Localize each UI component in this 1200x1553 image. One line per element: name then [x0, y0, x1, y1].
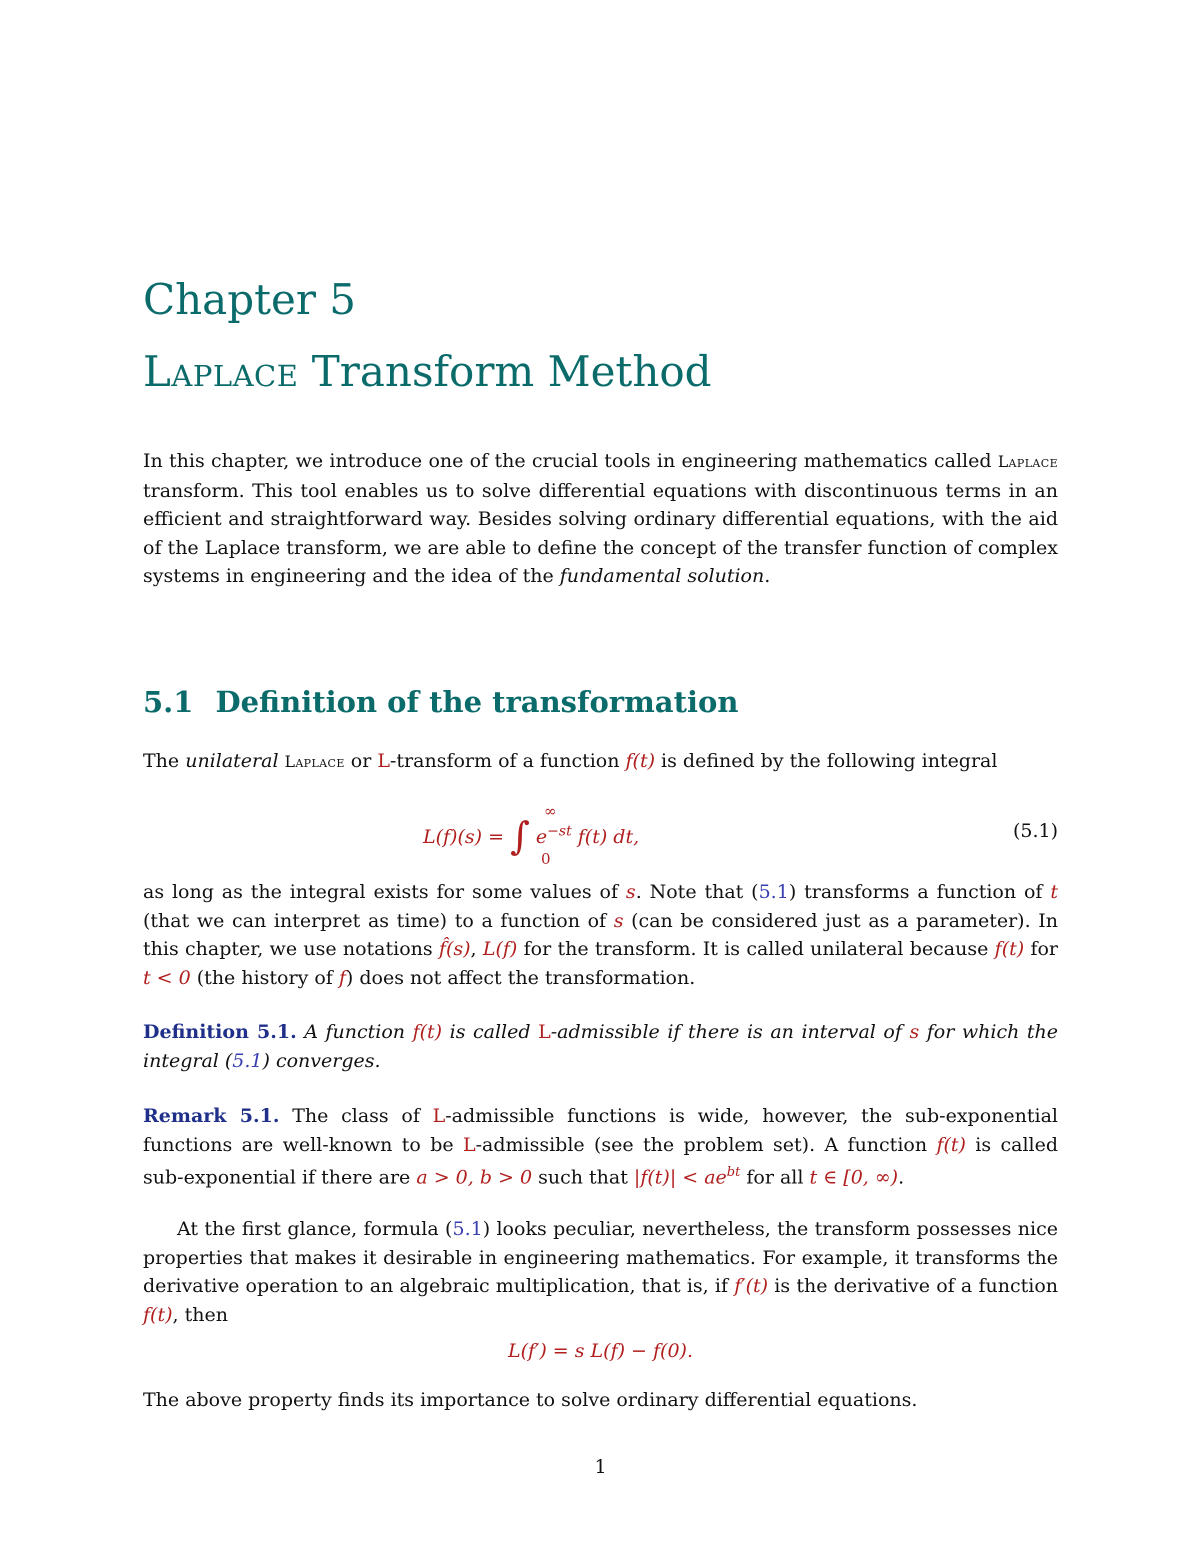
equation-tag: (5.1) [1012, 820, 1058, 842]
text: is defined by the following integral [655, 750, 998, 772]
eq-lower-limit: 0 [541, 850, 551, 868]
text: (can be considered just as a parameter). In this chapter, we use notations [143, 909, 1058, 961]
math-t-lt-0: t < 0 [143, 966, 191, 989]
equation-derivative-property: L(f′) = s L(f) − f(0). [507, 1340, 694, 1362]
section-title: Definition of the transformation [215, 685, 739, 719]
text: A function [296, 1021, 413, 1043]
chapter-title-rest: Transform Method [298, 347, 712, 396]
math-s: s [613, 909, 624, 932]
math-L: L [538, 1021, 551, 1043]
integral-sign: ∫ [510, 814, 530, 858]
math-s: s [909, 1021, 920, 1043]
text: for [1024, 938, 1058, 961]
text: The [143, 750, 186, 772]
math-range: t ∈ [0, ∞) [809, 1166, 899, 1189]
text: At the first glance, formula ( [177, 1218, 453, 1240]
math-fprime: f′(t) [734, 1275, 769, 1298]
after-equation-paragraph [143, 878, 1058, 992]
math-inequality: |f(t)| < ae [633, 1166, 727, 1189]
equation-ref-link[interactable]: 5.1 [232, 1049, 263, 1072]
math-exponent: bt [726, 1165, 741, 1181]
eq-exponent: −st [547, 823, 572, 840]
text: , then [172, 1303, 228, 1326]
equation-ref-link[interactable]: 5.1 [452, 1218, 483, 1240]
equation-5-1 [143, 802, 1058, 868]
text: (the history of [190, 966, 339, 989]
remark-label: Remark 5.1. [143, 1105, 280, 1127]
text: The class of [279, 1105, 433, 1127]
eq-upper-limit: ∞ [544, 802, 557, 820]
text: is called sub-exponential if there are [143, 1133, 1059, 1189]
math-ft: f(t) [994, 938, 1025, 961]
text: is the derivative of a function [768, 1275, 1058, 1298]
emph-fundamental-solution: fundamental solution [559, 565, 765, 588]
equation-body [423, 802, 640, 868]
text: ) transforms a function of [788, 881, 1051, 903]
closing-sentence: The above property finds its importance to solve ordinary differential equations. [143, 1389, 918, 1411]
math-fhat: f̂(s) [438, 938, 471, 961]
math-ft: f(t) [625, 750, 656, 772]
math-t: t [1050, 881, 1058, 903]
math-Lf: L(f) [482, 938, 518, 961]
text: . Note that ( [635, 881, 759, 903]
emph-unilateral: unilateral [185, 750, 279, 772]
math-L: L [432, 1105, 446, 1127]
text: ) looks peculiar, nevertheless, the transform possesses nice properties that makes it desirable in engineering mathematics. For example, it transforms the derivative operation to an algebraic multiplication, that is, if [143, 1218, 1058, 1298]
intro-paragraph [143, 447, 1058, 591]
text: -admissible functions is wide, however, the sub-exponential functions are well-known to be [143, 1105, 1058, 1156]
section-number: 5.1 [143, 685, 194, 719]
text: . [898, 1166, 905, 1189]
math-ft: f(t) [936, 1133, 966, 1156]
text: ) does not affect the transformation. [345, 966, 696, 989]
text: is called [442, 1021, 539, 1043]
text: such that [532, 1166, 634, 1189]
chapter-title [143, 342, 712, 402]
laplace-smallcaps: Laplace [284, 753, 345, 771]
math-L: L [462, 1133, 476, 1156]
definition-label: Definition 5.1. [143, 1021, 297, 1043]
chapter-title-smallcaps: Laplace [143, 347, 299, 396]
math-f: f [338, 966, 346, 989]
math-ft: f(t) [143, 1303, 173, 1326]
section-heading [143, 682, 738, 722]
eq-rest: f(t) dt, [571, 826, 640, 848]
chapter-label: Chapter 5 [143, 275, 356, 324]
page-number: 1 [594, 1456, 607, 1478]
text: for the transform. It is called unilateral because [517, 938, 995, 961]
text: for which the integral ( [143, 1021, 1058, 1072]
remark-5-1 [143, 1102, 1058, 1192]
laplace-smallcaps: Laplace [997, 453, 1058, 471]
eq-lhs: L(f)(s) = [423, 826, 505, 848]
intro-text: transform. This tool enables us to solve differential equations with discontinuous terms in an efficient and straightforward way. Besides solving ordinary differential equations, with the aid of the Laplace transform, we are able to define the concept of the transfer function of complex systems in engineering and the idea of the [143, 479, 1058, 588]
text: -admissible (see the problem set). A function [475, 1133, 937, 1156]
intro-text: . [764, 565, 771, 588]
definition-intro [143, 747, 1058, 777]
body-paragraph [143, 1215, 1058, 1329]
intro-text: In this chapter, we introduce one of the crucial tools in engineering mathematics called [143, 450, 998, 472]
definition-5-1 [143, 1018, 1058, 1075]
text: , [470, 938, 483, 961]
text: ) converges. [262, 1049, 381, 1072]
text: -transform of a function [390, 750, 626, 772]
text: as long as the integral exists for some values of [143, 881, 626, 903]
text: (that we can interpret as time) to a function of [143, 909, 614, 932]
math-ft: f(t) [412, 1021, 443, 1043]
text: for all [740, 1166, 810, 1189]
math-L: L [377, 750, 390, 772]
text: or [344, 750, 378, 772]
eq-integrand: e [535, 826, 548, 848]
math-s: s [625, 881, 636, 903]
math-condition: a > 0, b > 0 [416, 1166, 533, 1189]
equation-ref-link[interactable]: 5.1 [758, 881, 789, 903]
text: -admissible if there is an interval of [550, 1021, 910, 1043]
